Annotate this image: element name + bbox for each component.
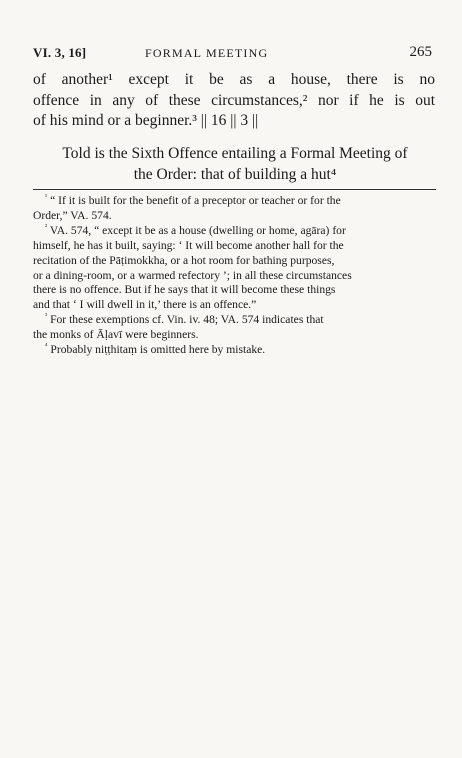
footnote-line: recitation of the Pāṭimokkha, or a hot room for bathing purposes, — [33, 253, 335, 267]
footnote-marker: ³ — [45, 312, 48, 321]
word: circumstances,² — [211, 91, 308, 109]
footnote-3 — [33, 313, 437, 343]
word: no — [419, 71, 435, 88]
running-head-section: VI. 3, 16] — [33, 45, 87, 60]
footnotes — [33, 194, 437, 358]
word: another¹ — [61, 71, 113, 88]
word: house, — [290, 71, 331, 88]
word: is — [394, 91, 405, 109]
footnote-text: Probably niṭṭhitaṃ is omitted here by mistake. — [50, 343, 266, 357]
heading-line-1: Told is the Sixth Offence entailing a Formal Meeting of — [62, 145, 408, 162]
body-line-3: of his mind or a beginner.³ || 16 || 3 || — [33, 112, 259, 129]
word: except — [128, 71, 169, 88]
footnote-4 — [33, 343, 437, 358]
footnote-line: and that ‘ I will dwell in it,’ there is an offence.” — [33, 298, 257, 312]
word: he — [369, 91, 384, 109]
footnote-line — [33, 194, 437, 209]
word: offence — [33, 91, 80, 109]
footnote-line — [33, 224, 437, 239]
footnote-text: VA. 574, “ except it be as a house (dwelling or home, agāra) for — [49, 223, 346, 237]
footnote-rule — [33, 189, 436, 190]
footnote-line: himself, he has it built, saying: ‘ It will become another hall for the — [33, 238, 344, 252]
running-head — [33, 44, 432, 62]
heading-line-2: the Order: that of building a hut⁴ — [133, 165, 337, 183]
footnote-2 — [33, 224, 437, 313]
body-paragraph — [33, 70, 435, 132]
word: it — [184, 71, 194, 88]
page-number: 265 — [409, 44, 432, 60]
footnote-line: or a dining-room, or a warmed refectory ’; in all these circumstances — [33, 268, 352, 282]
body-line-1 — [33, 70, 435, 91]
running-head-title: FORMAL MEETING — [145, 46, 269, 60]
footnote-1 — [33, 194, 437, 224]
word: of — [145, 91, 159, 109]
footnote-marker: ⁴ — [45, 342, 48, 351]
word: be — [209, 71, 224, 88]
footnote-line — [33, 343, 437, 358]
word: is — [393, 71, 404, 88]
word: as — [239, 71, 253, 88]
footnote-text: “ If it is built for the benefit of a preceptor or teacher or for the — [50, 194, 341, 207]
footnote-marker: ² — [45, 222, 48, 231]
word: in — [89, 91, 102, 109]
section-heading — [33, 144, 437, 185]
footnote-line: there is no offence. But if he says that it will become these things — [33, 283, 336, 297]
word: nor — [317, 91, 339, 109]
footnote-text: For these exemptions cf. Vin. iv. 48; VA. 574 indicates that — [50, 313, 324, 327]
footnote-line: the monks of Āḷavī were beginners. — [33, 328, 199, 342]
word: out — [415, 91, 435, 109]
word: any — [112, 91, 135, 109]
word: of — [33, 71, 46, 88]
word: these — [168, 91, 201, 109]
word: there — [346, 71, 378, 88]
footnote-line: Order,” VA. 574. — [33, 208, 112, 222]
footnote-marker: ¹ — [45, 193, 48, 202]
body-line-2 — [33, 91, 435, 112]
word: a — [268, 71, 276, 88]
word: if — [349, 91, 359, 109]
footnote-line — [33, 313, 437, 328]
